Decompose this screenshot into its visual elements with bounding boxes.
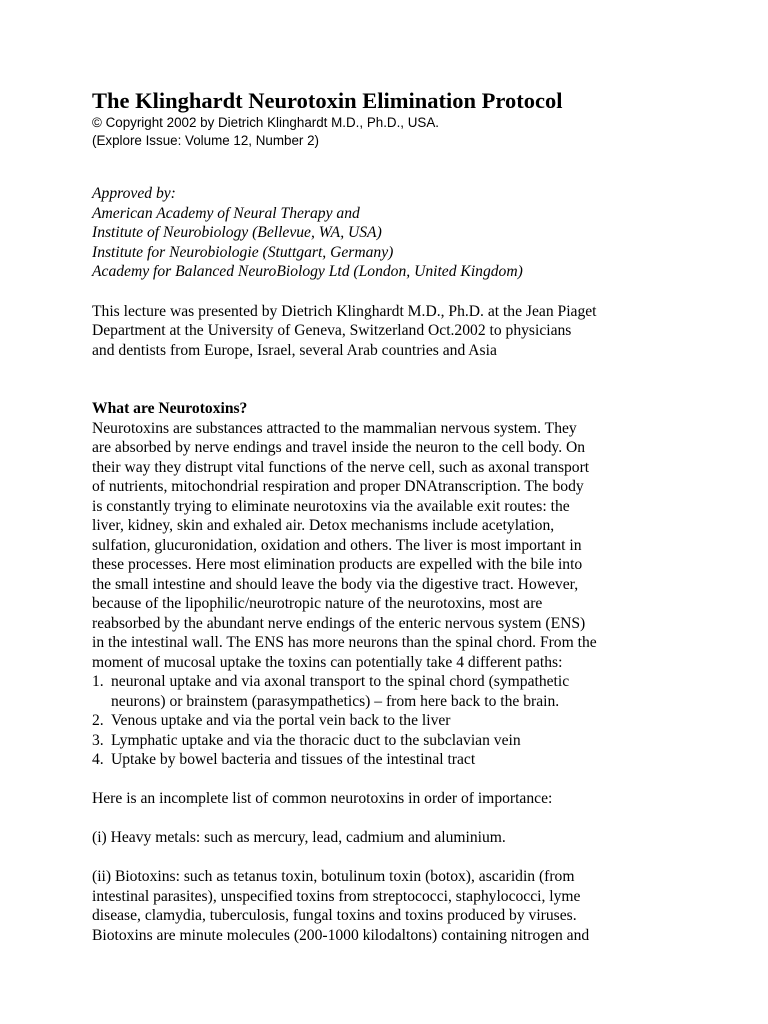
approved-line: Academy for Balanced NeuroBiology Ltd (London, United Kingdom)	[92, 263, 523, 280]
approved-line: Institute for Neurobiologie (Stuttgart, Germany)	[92, 243, 394, 261]
text-line: Department at the University of Geneva, Switzerland Oct.2002 to physicians	[92, 322, 572, 339]
text-line: of nutrients, mitochondrial respiration and proper DNAtranscription. The body	[92, 478, 584, 495]
list-item	[92, 731, 692, 751]
text-line: their way they distrupt vital functions of the nerve cell, such as axonal transport	[92, 458, 590, 476]
uptake-paths-list	[92, 672, 692, 770]
list-item-line: neuronal uptake and via axonal transport to the spinal chord (sympathetic	[111, 673, 570, 690]
list-number: 2.	[92, 712, 104, 729]
text-line: Neurotoxins are substances attracted to the mammalian nervous system. They	[92, 419, 577, 437]
biotoxins-paragraph	[92, 867, 692, 945]
text-line: sulfation, glucuronidation, oxidation and others. The liver is most important in	[92, 536, 582, 554]
approved-by-block	[92, 184, 692, 282]
list-item	[92, 750, 692, 770]
list-item	[92, 711, 692, 731]
list-number: 1.	[92, 673, 104, 690]
text-line: intestinal parasites), unspecified toxins from streptococci, staphylococci, lyme	[92, 887, 581, 905]
heavy-metals-paragraph: (i) Heavy metals: such as mercury, lead, cadmium and aluminium.	[92, 829, 506, 846]
neurotoxins-paragraph	[92, 419, 692, 673]
approved-line: Approved by:	[92, 185, 176, 202]
text-line: because of the lipophilic/neurotropic nature of the neurotoxins, most are	[92, 595, 543, 612]
approved-line: Institute of Neurobiology (Bellevue, WA, USA)	[92, 224, 382, 241]
text-line: is constantly trying to eliminate neurotoxins via the available exit routes: the	[92, 497, 570, 515]
document-title: The Klinghardt Neurotoxin Elimination Protocol	[92, 88, 563, 113]
list-item	[92, 672, 692, 711]
text-line: the small intestine and should leave the body via the digestive tract. However,	[92, 575, 579, 593]
approved-line: American Academy of Neural Therapy and	[92, 204, 360, 222]
text-line: these processes. Here most elimination products are expelled with the bile into	[92, 556, 583, 573]
text-line: Biotoxins are minute molecules (200-1000 kilodaltons) containing nitrogen and	[92, 926, 590, 944]
document-page	[92, 88, 692, 945]
text-line: moment of mucosal uptake the toxins can potentially take 4 different paths:	[92, 653, 563, 671]
text-line: and dentists from Europe, Israel, several Arab countries and Asia	[92, 341, 497, 359]
list-number: 3.	[92, 731, 104, 749]
section-heading: What are Neurotoxins?	[92, 400, 248, 417]
text-line: This lecture was presented by Dietrich Klinghardt M.D., Ph.D. at the Jean Piaget	[92, 302, 597, 320]
text-line: (ii) Biotoxins: such as tetanus toxin, botulinum toxin (botox), ascaridin (from	[92, 868, 575, 885]
text-line: liver, kidney, skin and exhaled air. Detox mechanisms include acetylation,	[92, 517, 555, 534]
issue-line: (Explore Issue: Volume 12, Number 2)	[92, 133, 319, 148]
copyright-line: © Copyright 2002 by Dietrich Klinghardt M.D., Ph.D., USA.	[92, 115, 440, 130]
list-item-line: Lymphatic uptake and via the thoracic duct to the subclavian vein	[111, 731, 521, 749]
intro-paragraph	[92, 302, 692, 361]
list-number: 4.	[92, 751, 104, 768]
list-item-line: neurons) or brainstem (parasympathetics) – from here back to the brain.	[111, 692, 560, 710]
text-line: in the intestinal wall. The ENS has more neurons than the spinal chord. From the	[92, 634, 597, 651]
list-item-line: Venous uptake and via the portal vein back to the liver	[111, 712, 451, 729]
text-line: reabsorbed by the abundant nerve endings of the enteric nervous system (ENS)	[92, 614, 586, 632]
text-line: disease, clamydia, tuberculosis, fungal toxins and toxins produced by viruses.	[92, 907, 577, 924]
text-line: are absorbed by nerve endings and travel inside the neuron to the cell body. On	[92, 439, 586, 456]
list-item-line: Uptake by bowel bacteria and tissues of the intestinal tract	[111, 751, 476, 768]
list-intro-paragraph: Here is an incomplete list of common neurotoxins in order of importance:	[92, 790, 553, 807]
